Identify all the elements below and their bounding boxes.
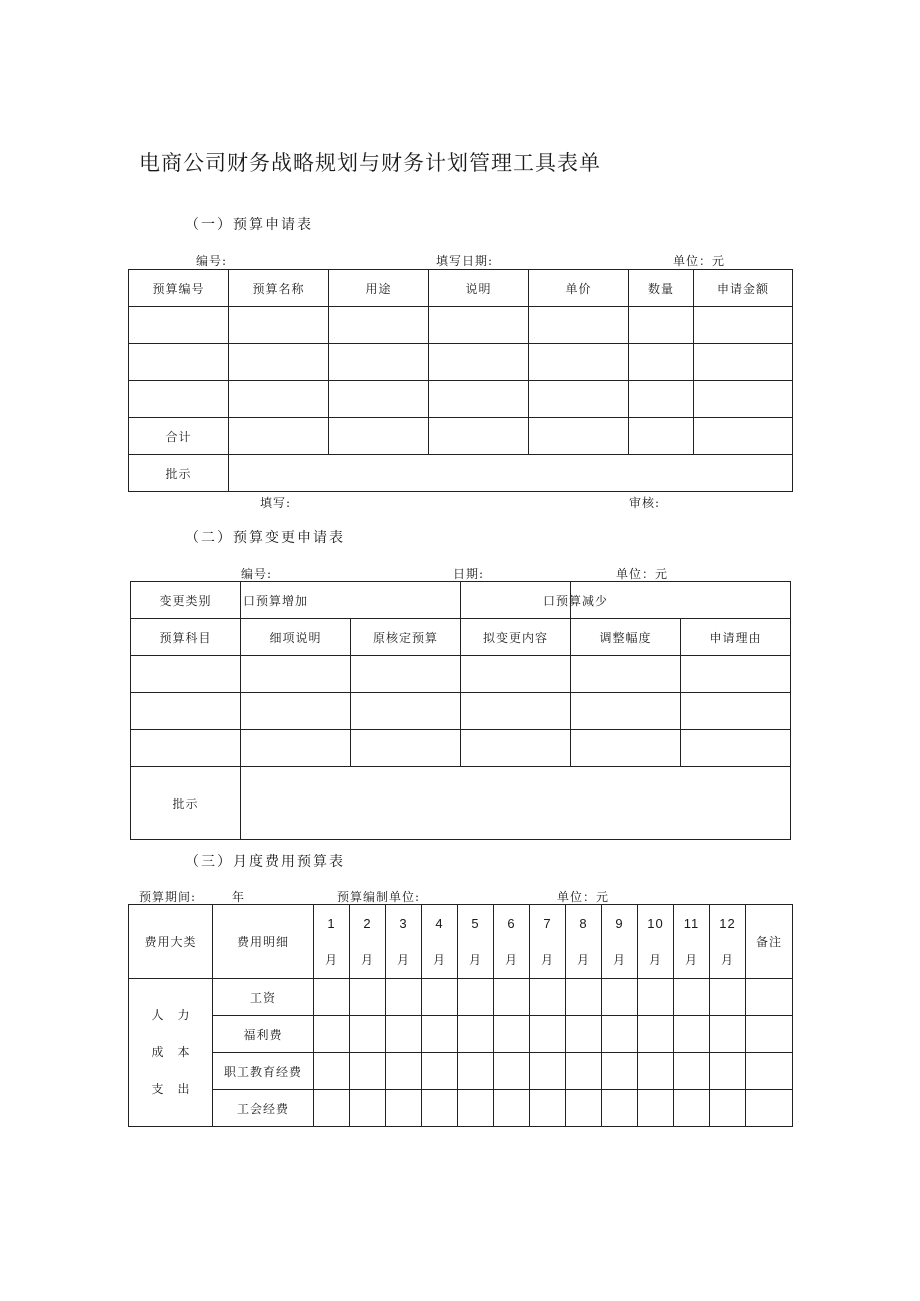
cell[interactable] bbox=[530, 1053, 566, 1090]
header-detail: 费用明细 bbox=[213, 905, 314, 979]
cell[interactable] bbox=[329, 418, 429, 455]
cell[interactable] bbox=[314, 1053, 350, 1090]
month-header bbox=[710, 905, 746, 979]
cell[interactable] bbox=[629, 381, 694, 418]
month-header bbox=[422, 905, 458, 979]
cell[interactable] bbox=[746, 1016, 793, 1053]
cell[interactable] bbox=[329, 307, 429, 344]
document-title: 电商公司财务战略规划与财务计划管理工具表单 bbox=[139, 151, 601, 175]
cell[interactable] bbox=[461, 656, 571, 693]
month-char: 月 bbox=[360, 952, 374, 967]
expense-item: 福利费 bbox=[213, 1016, 314, 1053]
cell[interactable] bbox=[494, 1090, 530, 1127]
header-cell: 说明 bbox=[429, 270, 529, 307]
budget-year-label: 年 bbox=[232, 890, 246, 904]
cell[interactable] bbox=[241, 693, 351, 730]
month-number: 11 bbox=[683, 915, 700, 931]
header-cell: 细项说明 bbox=[241, 619, 351, 656]
cell[interactable] bbox=[602, 979, 638, 1016]
table-row[interactable] bbox=[129, 381, 793, 418]
option-decrease-checkbox[interactable]: 口预算减少 bbox=[571, 582, 791, 619]
month-header bbox=[602, 905, 638, 979]
month-number: 4 bbox=[435, 915, 444, 931]
cell[interactable] bbox=[241, 656, 351, 693]
cell[interactable] bbox=[566, 979, 602, 1016]
cell[interactable] bbox=[674, 1053, 710, 1090]
cell[interactable] bbox=[131, 693, 241, 730]
table-row[interactable] bbox=[129, 1053, 793, 1090]
group-line: 成本 bbox=[151, 1045, 204, 1059]
cell[interactable] bbox=[694, 307, 793, 344]
cell[interactable] bbox=[710, 1090, 746, 1127]
cell[interactable] bbox=[350, 979, 386, 1016]
table-row[interactable] bbox=[131, 656, 791, 693]
cell[interactable] bbox=[602, 1016, 638, 1053]
month-char: 月 bbox=[576, 952, 590, 967]
cell[interactable] bbox=[529, 381, 629, 418]
cell[interactable] bbox=[129, 381, 229, 418]
cell[interactable] bbox=[429, 344, 529, 381]
header-cell: 用途 bbox=[329, 270, 429, 307]
cell[interactable] bbox=[529, 344, 629, 381]
cell[interactable] bbox=[529, 307, 629, 344]
header-cell: 申请理由 bbox=[681, 619, 791, 656]
expense-item: 职工教育经费 bbox=[213, 1053, 314, 1090]
header-cell: 预算编号 bbox=[129, 270, 229, 307]
section1-heading: （一）预算申请表 bbox=[185, 217, 313, 233]
month-number: 10 bbox=[647, 915, 664, 931]
cell[interactable] bbox=[571, 656, 681, 693]
month-number: 6 bbox=[507, 915, 516, 931]
cell[interactable] bbox=[681, 693, 791, 730]
cell[interactable] bbox=[629, 307, 694, 344]
cell[interactable] bbox=[241, 730, 351, 767]
table-row[interactable] bbox=[129, 1016, 793, 1053]
section2-date-label: 日期: bbox=[453, 567, 485, 581]
cell[interactable] bbox=[314, 1090, 350, 1127]
month-char: 月 bbox=[684, 952, 698, 967]
approval-label: 批示 bbox=[131, 767, 241, 840]
cell[interactable] bbox=[429, 307, 529, 344]
cell[interactable] bbox=[314, 1016, 350, 1053]
header-cell: 调整幅度 bbox=[571, 619, 681, 656]
month-char: 月 bbox=[540, 952, 554, 967]
cell[interactable] bbox=[350, 1053, 386, 1090]
section2-heading: （二）预算变更申请表 bbox=[185, 530, 345, 546]
cell[interactable] bbox=[458, 1053, 494, 1090]
cell[interactable] bbox=[746, 1090, 793, 1127]
change-type-label: 变更类别 bbox=[131, 582, 241, 619]
header-cell: 预算名称 bbox=[229, 270, 329, 307]
approval-label: 批示 bbox=[129, 455, 229, 492]
cell[interactable] bbox=[602, 1090, 638, 1127]
approval-row[interactable] bbox=[129, 455, 793, 492]
cell[interactable] bbox=[566, 1090, 602, 1127]
approval-field[interactable] bbox=[229, 455, 793, 492]
cell[interactable] bbox=[351, 656, 461, 693]
cell[interactable] bbox=[571, 730, 681, 767]
budget-request-table bbox=[128, 269, 793, 492]
approval-row[interactable] bbox=[131, 767, 791, 840]
cell[interactable] bbox=[566, 1016, 602, 1053]
cell[interactable] bbox=[458, 1016, 494, 1053]
cell[interactable] bbox=[638, 979, 674, 1016]
cell[interactable] bbox=[458, 1090, 494, 1127]
header-cell: 数量 bbox=[629, 270, 694, 307]
month-char: 月 bbox=[648, 952, 662, 967]
option-increase-checkbox[interactable]: 口预算增加 bbox=[241, 582, 461, 619]
section1-fill-date-label: 填写日期: bbox=[436, 254, 494, 268]
cell[interactable] bbox=[386, 979, 422, 1016]
month-header bbox=[530, 905, 566, 979]
change-type-row bbox=[131, 582, 791, 619]
month-header bbox=[674, 905, 710, 979]
month-number: 2 bbox=[363, 915, 372, 931]
cell[interactable] bbox=[461, 730, 571, 767]
cell[interactable] bbox=[329, 344, 429, 381]
month-header bbox=[314, 905, 350, 979]
month-number: 1 bbox=[327, 915, 336, 931]
cell[interactable] bbox=[386, 1090, 422, 1127]
filled-by-label: 填写: bbox=[260, 496, 292, 510]
cell[interactable] bbox=[638, 1053, 674, 1090]
month-header bbox=[458, 905, 494, 979]
header-category: 费用大类 bbox=[129, 905, 213, 979]
cell[interactable] bbox=[566, 1053, 602, 1090]
cell[interactable] bbox=[681, 656, 791, 693]
month-header bbox=[350, 905, 386, 979]
cell[interactable] bbox=[710, 979, 746, 1016]
cell[interactable] bbox=[386, 1053, 422, 1090]
month-char: 月 bbox=[396, 952, 410, 967]
cell[interactable] bbox=[229, 307, 329, 344]
group-line: 支出 bbox=[151, 1082, 204, 1096]
cell[interactable] bbox=[351, 693, 461, 730]
cell[interactable] bbox=[314, 979, 350, 1016]
cell[interactable] bbox=[458, 979, 494, 1016]
cell[interactable] bbox=[571, 693, 681, 730]
cell[interactable] bbox=[746, 979, 793, 1016]
cell[interactable] bbox=[674, 979, 710, 1016]
cell[interactable] bbox=[638, 1090, 674, 1127]
budget-period-label: 预算期间: bbox=[139, 890, 197, 904]
cell[interactable] bbox=[329, 381, 429, 418]
cell[interactable] bbox=[350, 1016, 386, 1053]
cell[interactable] bbox=[529, 418, 629, 455]
cell[interactable] bbox=[351, 730, 461, 767]
total-label: 合计 bbox=[129, 418, 229, 455]
header-cell: 拟变更内容 bbox=[461, 619, 571, 656]
cell[interactable] bbox=[694, 344, 793, 381]
cell[interactable] bbox=[422, 1053, 458, 1090]
cell[interactable] bbox=[229, 381, 329, 418]
header-cell: 单价 bbox=[529, 270, 629, 307]
month-char: 月 bbox=[720, 952, 734, 967]
cell[interactable] bbox=[674, 1090, 710, 1127]
expense-item: 工会经费 bbox=[213, 1090, 314, 1127]
cell[interactable] bbox=[694, 418, 793, 455]
budget-change-table bbox=[130, 581, 791, 840]
month-number: 5 bbox=[471, 915, 480, 931]
cell[interactable] bbox=[422, 979, 458, 1016]
cell[interactable] bbox=[350, 1090, 386, 1127]
header-cell: 申请金额 bbox=[694, 270, 793, 307]
group-line: 人力 bbox=[151, 1008, 204, 1022]
cell[interactable] bbox=[530, 1016, 566, 1053]
month-header bbox=[386, 905, 422, 979]
cell[interactable] bbox=[429, 381, 529, 418]
month-header bbox=[494, 905, 530, 979]
month-header bbox=[638, 905, 674, 979]
section3-heading: （三）月度费用预算表 bbox=[185, 854, 345, 870]
monthly-expense-table bbox=[128, 904, 793, 1127]
month-number: 8 bbox=[579, 915, 588, 931]
cell[interactable] bbox=[494, 979, 530, 1016]
table-row[interactable] bbox=[129, 344, 793, 381]
section1-unit-label: 单位：元 bbox=[673, 254, 726, 268]
cell[interactable] bbox=[674, 1016, 710, 1053]
budget-org-label: 预算编制单位: bbox=[337, 890, 421, 904]
cell[interactable] bbox=[530, 979, 566, 1016]
cell[interactable] bbox=[681, 730, 791, 767]
month-number: 12 bbox=[719, 915, 736, 931]
cell[interactable] bbox=[129, 307, 229, 344]
month-number: 7 bbox=[543, 915, 552, 931]
month-char: 月 bbox=[468, 952, 482, 967]
cell[interactable] bbox=[602, 1053, 638, 1090]
section2-unit-label: 单位：元 bbox=[616, 567, 669, 581]
month-char: 月 bbox=[324, 952, 338, 967]
table-header-row bbox=[129, 270, 793, 307]
total-row[interactable] bbox=[129, 418, 793, 455]
cell[interactable] bbox=[629, 418, 694, 455]
cell[interactable] bbox=[629, 344, 694, 381]
table-row[interactable] bbox=[129, 1090, 793, 1127]
cell[interactable] bbox=[429, 418, 529, 455]
month-number: 9 bbox=[615, 915, 624, 931]
table-header-row bbox=[129, 905, 793, 979]
table-row[interactable] bbox=[129, 307, 793, 344]
cell[interactable] bbox=[461, 693, 571, 730]
month-char: 月 bbox=[432, 952, 446, 967]
cell[interactable] bbox=[710, 1016, 746, 1053]
section1-number-label: 编号: bbox=[196, 254, 228, 268]
month-number: 3 bbox=[399, 915, 408, 931]
cell[interactable] bbox=[131, 730, 241, 767]
cell[interactable] bbox=[694, 381, 793, 418]
cell[interactable] bbox=[386, 1016, 422, 1053]
month-header bbox=[566, 905, 602, 979]
table-header-row bbox=[131, 619, 791, 656]
cell[interactable] bbox=[530, 1090, 566, 1127]
cell[interactable] bbox=[638, 1016, 674, 1053]
section3-unit-label: 单位：元 bbox=[557, 890, 610, 904]
header-cell: 预算科目 bbox=[131, 619, 241, 656]
cell[interactable] bbox=[494, 1053, 530, 1090]
month-char: 月 bbox=[612, 952, 626, 967]
expense-group-hr bbox=[129, 979, 213, 1127]
header-remark: 备注 bbox=[746, 905, 793, 979]
cell[interactable] bbox=[229, 344, 329, 381]
table-row[interactable] bbox=[129, 979, 793, 1016]
table-row[interactable] bbox=[131, 693, 791, 730]
month-char: 月 bbox=[504, 952, 518, 967]
reviewed-by-label: 审核: bbox=[629, 496, 661, 510]
cell[interactable] bbox=[229, 418, 329, 455]
cell[interactable] bbox=[422, 1016, 458, 1053]
cell[interactable] bbox=[710, 1053, 746, 1090]
approval-field[interactable] bbox=[241, 767, 791, 840]
section2-number-label: 编号: bbox=[241, 567, 273, 581]
table-row[interactable] bbox=[131, 730, 791, 767]
expense-item: 工资 bbox=[213, 979, 314, 1016]
cell[interactable] bbox=[494, 1016, 530, 1053]
header-cell: 原核定预算 bbox=[351, 619, 461, 656]
cell[interactable] bbox=[422, 1090, 458, 1127]
cell[interactable] bbox=[131, 656, 241, 693]
cell[interactable] bbox=[746, 1053, 793, 1090]
cell[interactable] bbox=[129, 344, 229, 381]
